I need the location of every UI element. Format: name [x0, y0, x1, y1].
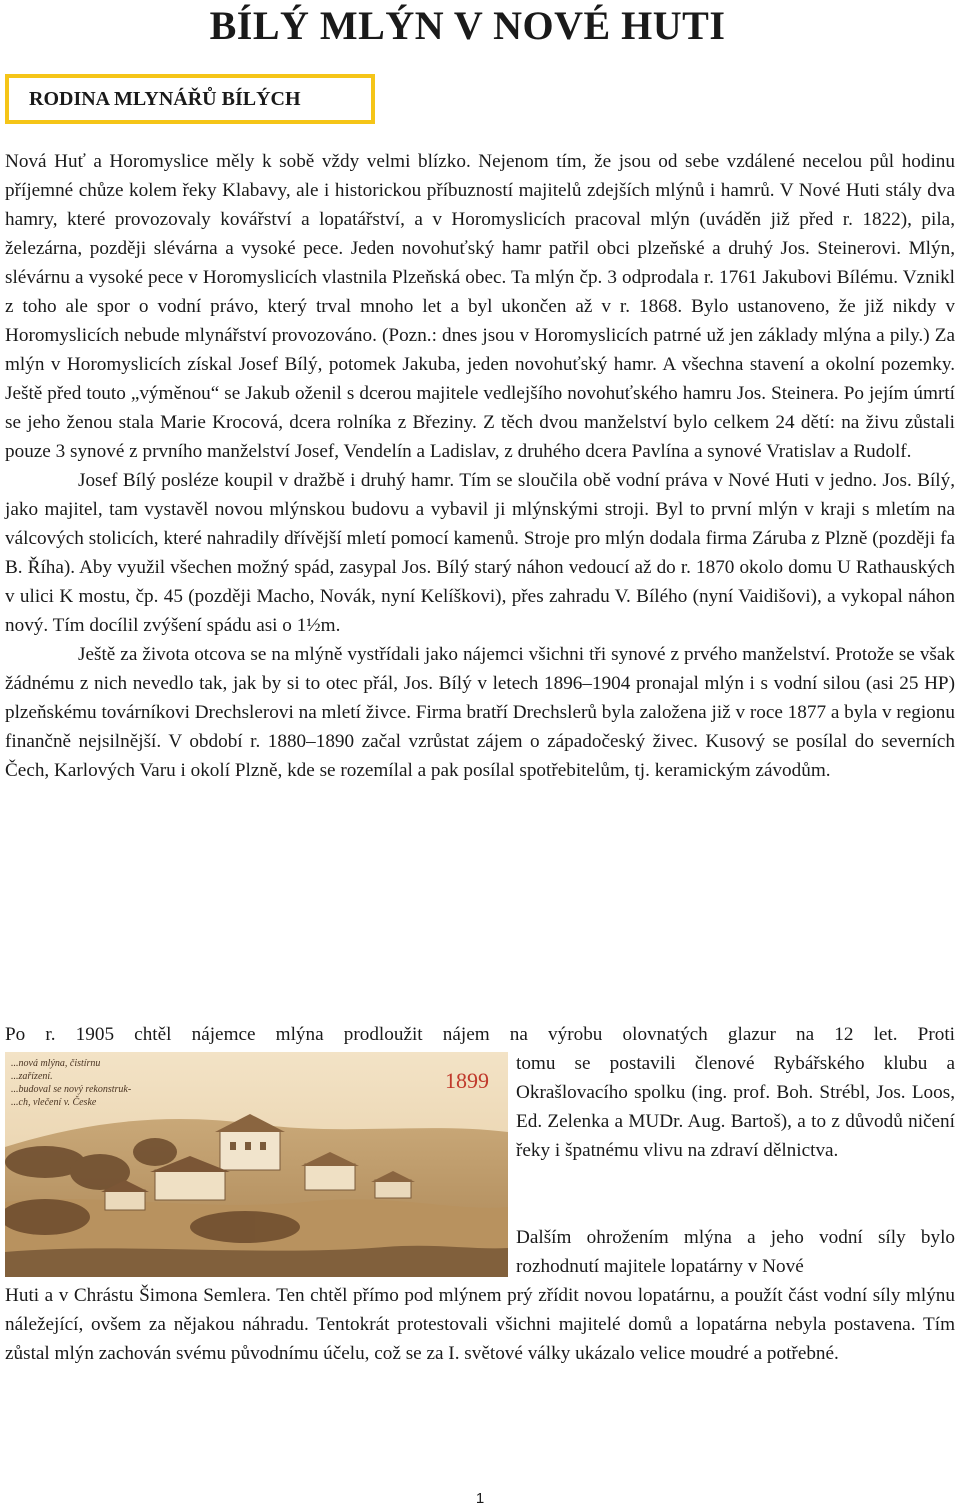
photo-caption-line-1: ...nová mlýna, čistírnu	[11, 1058, 101, 1069]
paragraph-4-first-line: Po r. 1905 chtěl nájemce mlýna prodloužit nájem na výrobu olovnatých glazur na 12 let. Proti	[5, 1024, 955, 1045]
mill-village-photo	[5, 1052, 508, 1277]
paragraph-2: Josef Bílý posléze koupil v dražbě i druhý hamr. Tím se sloučila obě vodní práva v Nové Huti v jedno. Jos. Bílý, jako majitel, tam vystavěl novou mlýnskou budovu a vybavil ji mlýnskými stroji. Byl to první mlýn v kraji s mletím na válcových stolicích, které nahradily dřívější mletí pomocí kamenů. Stroje pro mlýn dodala firma Záruba z Plzně (později fa B. Říha). Aby využil všechen možný spád, zasypal Jos. Bílý starý náhon vedoucí až do r. 1870 okolo domu U Rathauských v ulici K mostu, čp. 45 (později Macho, Novák, nyní Kelíškovi), přes zahradu V. Bílého (nyní Vaidišovi), a vykopal náhon nový. Tím docílil zvýšení spádu asi o 1½m.	[5, 470, 955, 636]
photo-caption-line-3: ...budoval se nový rekonstruk-	[11, 1084, 132, 1095]
photo-caption-line-2: ...zařízení.	[11, 1071, 53, 1082]
paragraph-5-continuation: Huti a v Chrástu Šimona Semlera. Ten chtěl přímo pod mlýnem prý zřídit novou lopatárnu, a použít část vodní síly mlýnu náležející, ovšem za nějakou náhradu. Tentokrát protestovali všichni majitelé domů a lopatárna nebyla postavena. Tím zůstal mlýn zachován svému původnímu účelu, což se za I. světové války ukázalo velice moudré a potřebné.	[5, 1285, 955, 1364]
paragraph-5-side-text: Dalším ohrožením mlýna a jeho vodní síly bylo rozhodnutí majitele lopatárny v Nové	[516, 1227, 955, 1277]
body-text	[5, 147, 955, 785]
paragraph-3: Ještě za života otcova se na mlýně vystřídali jako nájemci všichni tři synové z prvého manželství. Protože se však žádnému z nich nevedlo tak, jak by si to otec přál, Jos. Bílý v letech 1896–1904 pronajal mlýn i s vodní silou (asi 25 HP) plzeňskému továrníkovi Drechslerovi na mletí živce. Firma bratří Drechslerů byla založena již v roce 1877 a byla v regionu finančně nejsilnější. V období r. 1880–1890 začal vzrůstat zájem o západočeský živec. Kusový se posílal do severních Čech, Karlových Varu i okolí Plzně, kde se rozemílal a pak posílal spotřebitelům, tj. keramickým závodům.	[5, 644, 955, 781]
page-number: 1	[475, 1490, 485, 1507]
section-heading: RODINA MLYNÁŘŮ BÍLÝCH	[29, 88, 301, 110]
photo-year: 1899	[445, 1068, 489, 1093]
section-heading-box	[5, 74, 375, 124]
photo-caption-line-4: ...ch, vlečení v. Česke	[11, 1097, 97, 1108]
paragraph-4-side-text: tomu se postavili členové Rybářského klubu a Okrašlovacího spolku (ing. prof. Boh. Strébl, Jos. Loos, Ed. Zelenka a MUDr. Aug. Bartoš), a to z důvodů ničení řeky i špatnému vlivu na zdraví dělnictva.	[516, 1053, 955, 1161]
historic-photo	[5, 1052, 508, 1277]
document-title: BÍLÝ MLÝN V NOVÉ HUTI	[209, 3, 726, 48]
paragraph-1: Nová Huť a Horomyslice měly k sobě vždy velmi blízko. Nejenom tím, že jsou od sebe vzdálené necelou půl hodinu příjemné chůze kolem řeky Klabavy, ale i historickou příbuzností majitelů zdejších mlýnů i hamrů. V Nové Huti stály dva hamry, které provozovaly kovářství a lopatářství, a v Horomyslicích pracoval mlýn (uváděn již před r. 1822), pila, železárna, později slévárna a vysoké pece. Jeden novohuťský hamr patřil obci plzeňské a druhý Jos. Steinerovi. Mlýn, slévárnu a vysoké pece v Horomyslicích vlastnila Plzeňská obec. Ta mlýn čp. 3 odprodala r. 1761 Jakubovi Bílému. Vznikl z toho ale spor o vodní právo, který trval mnoho let a byl ukončen až v r. 1868. Bylo ustanoveno, že již nikdy v Horomyslicích nebude mlynářství provozováno. (Pozn.: dnes jsou v Horomyslicích patrné už jen základy mlýna a pily.) Za mlýn v Horomyslicích získal Josef Bílý, potomek Jakuba, jeden novohuťský hamr. A všechna stavení a okolní pozemky. Ještě před touto „výměnou“ se Jakub oženil s dcerou majitele vedlejšího novohuťského hamru Jos. Steinera. Po jejím úmrtí se jeho ženou stala Marie Krocová, dcera rolníka z Březiny. Z těch dvou manželství bylo celkem 24 dětí: na živu zůstali pouze 3 synové z prvního manželství Josef, Vendelín a Ladislav, z druhého dcera Pavlína a synové Vratislav a Rudolf.	[5, 151, 955, 462]
